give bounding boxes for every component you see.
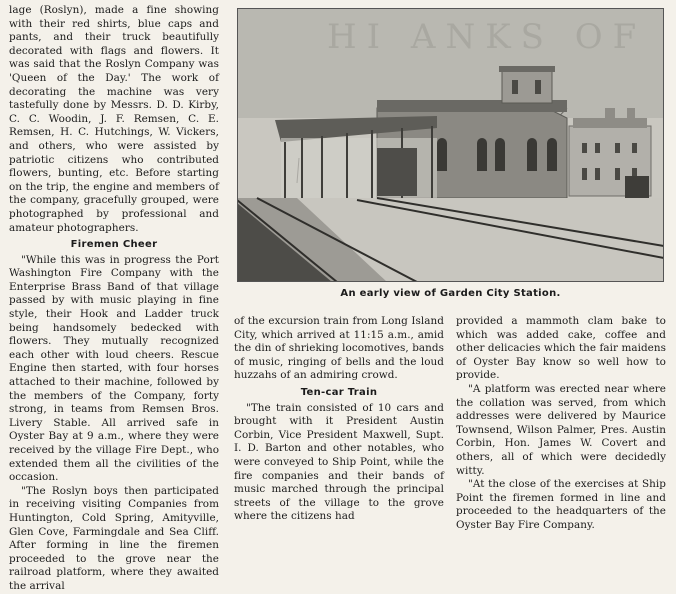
- paragraph-excursion-train: of the excursion train from Long Island City, which arrived at 11:15 a.m., amid the din of shrieking locomotives, bands of music, ringing of bells and the loud huzzahs of an admiring crowd.: [234, 315, 444, 382]
- article-column-2: [234, 315, 444, 524]
- section-heading-firemen-cheer: Firemen Cheer: [70, 239, 158, 251]
- article-column-1: [9, 4, 219, 594]
- paragraph-port-washington: "While this was in progress the Port Washington Fire Company with the Enterprise Brass Band of that village passed by with music playing in fine style, their Hook and Ladder truck being handsomely bedecked with flowers. They mutually recognized each other with loud cheers. Rescue Engine then started, with four horses attached to their machine, followed by the members of the Company, forty strong, in teams from Remsen Bros. Livery Stable. All arrived safe in Oyster Bay at 9 a.m., where they were received by the village Fire Dept., who extended them all the civilities of the occasion.: [9, 253, 219, 484]
- article-column-3: [456, 315, 666, 533]
- photo-caption: An early view of Garden City Station.: [340, 288, 561, 299]
- paragraph-train-consisted: "The train consisted of 10 cars and brought with it President Austin Corbin, Vice President Maxwell, Supt. I. D. Barton and other notables, who were conveyed to Ship Point, while the fire companies and their bands of music marched through the principal streets of the village to the grove where the citizens had: [234, 401, 444, 523]
- paragraph-clam-bake: provided a mammoth clam bake to which was added cake, coffee and other delicacies which the fair maidens of Oyster Bay know so well how to provide.: [456, 315, 666, 382]
- paragraph-roslyn-company: lage (Roslyn), made a fine showing with their red shirts, blue caps and pants, and their truck beautifully decorated with flags and flowers. It was said that the Roslyn Company was 'Queen of the Day.' The work of decorating the machine was very tastefully done by Messrs. D. D. Kirby, C. C. Woodin, J. F. Remsen, C. E. Remsen, H. C. Hutchings, W. Vickers, and others, who were assisted by patriotic citizens who contributed flowers, bunting, etc. Before starting on the trip, the engine and members of the company, gracefully grouped, were photographed by professional and amateur photographers.: [9, 4, 219, 234]
- paragraph-platform: "A platform was erected near where the collation was served, from which addresses were delivered by Maurice Townsend, Wilson Palmer, Pres. Austin Corbin, Hon. James W. Covert and others, all of which were decidedly witty.: [456, 382, 666, 477]
- section-heading-ten-car-train: Ten-car Train: [300, 386, 378, 398]
- svg-text:HI ANKS OF: HI ANKS OF: [327, 17, 647, 57]
- paragraph-roslyn-boys: "The Roslyn boys then participated in receiving visiting Companies from Huntington, Cold Spring, Amityville, Glen Cove, Farmingdale and Sea Cliff. After forming in line the firemen proceeded to the grove near the railroad platform, where they awaited the arrival: [9, 484, 219, 592]
- paragraph-close-exercises: "At the close of the exercises at Ship Point the firemen formed in line and proceeded to the headquarters of the Oyster Bay Fire Company.: [456, 478, 666, 531]
- garden-city-station-photo: [237, 8, 664, 282]
